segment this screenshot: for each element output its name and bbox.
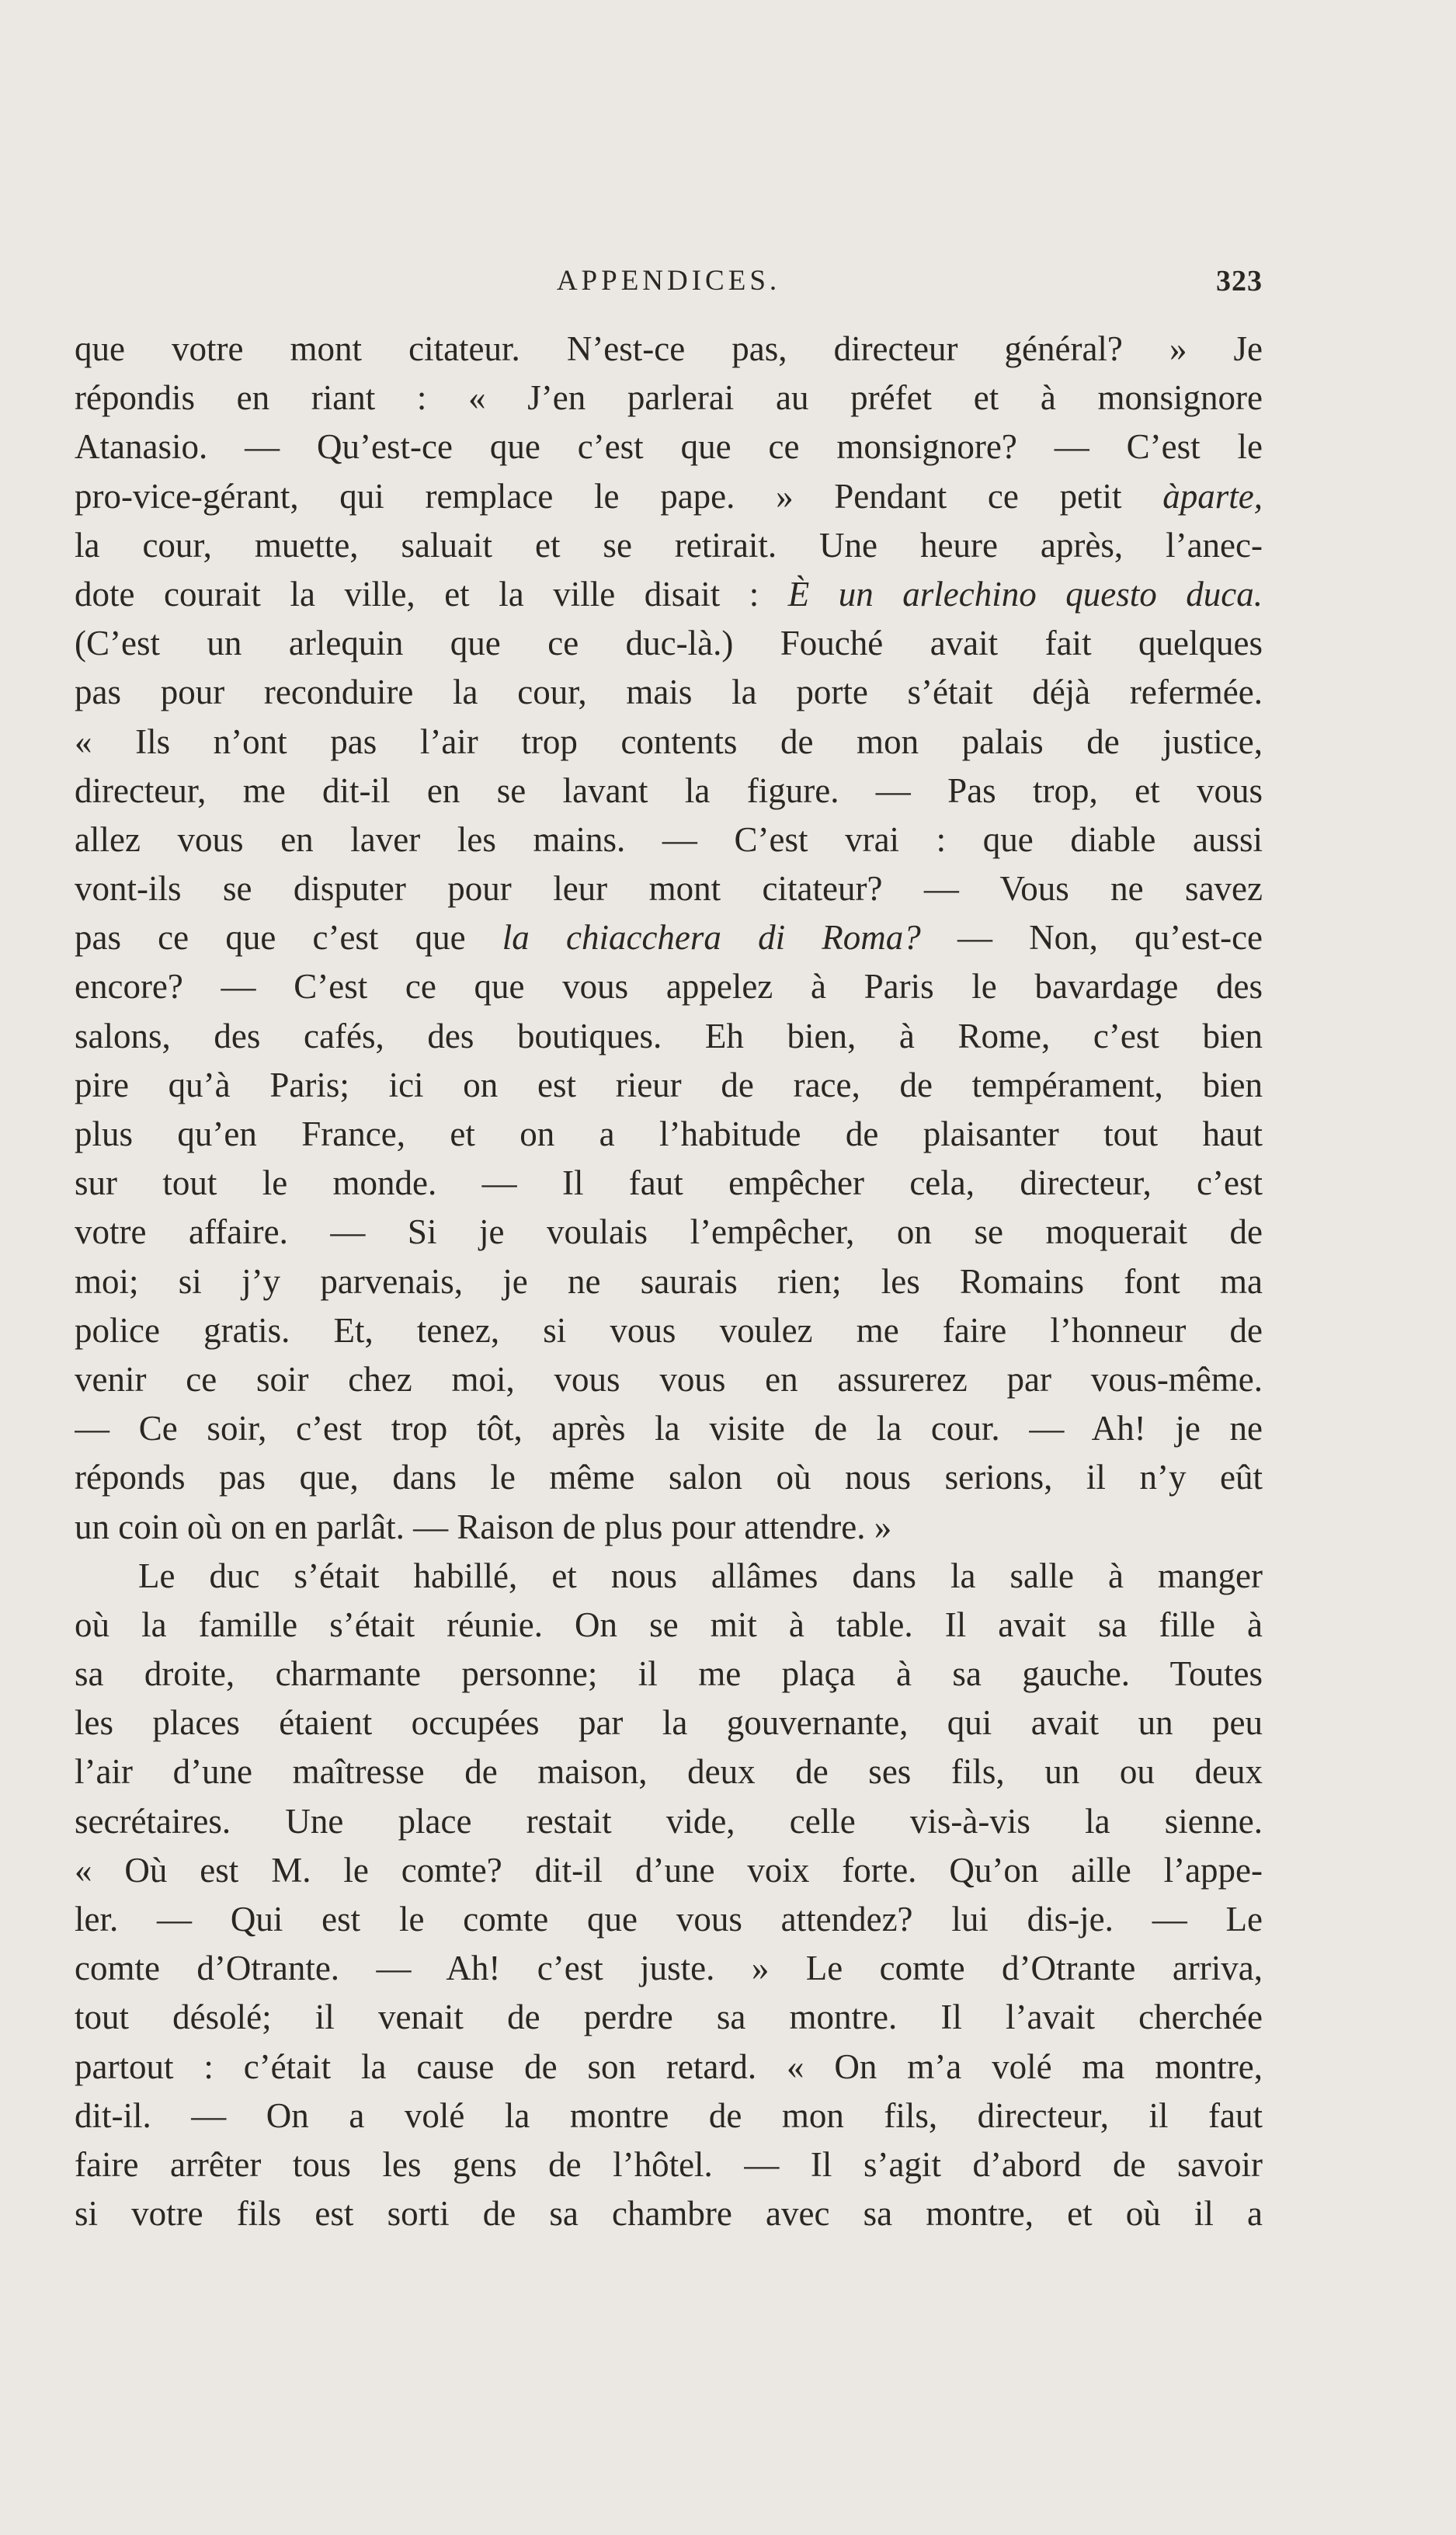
text-line: faire arrêter tous les gens de l’hôtel. — Il s’agit d’abord de savoir <box>75 2144 1263 2184</box>
italic-phrase: la chiacchera di Roma? <box>502 918 921 958</box>
text-line: pire qu’à Paris; ici on est rieur de race, de tempérament, bien <box>75 1065 1263 1104</box>
text-line: votre affaire. — Si je voulais l’empêcher, on se moquerait de <box>75 1212 1263 1252</box>
text-line: que votre mont citateur. N’est-ce pas, directeur général? » Je <box>75 329 1263 368</box>
text-line <box>75 570 1263 619</box>
text-line: moi; si j’y parvenais, je ne saurais rien; les Romains font ma <box>75 1261 1263 1301</box>
italic-phrase: àparte, <box>1162 476 1263 516</box>
text-line: si votre fils est sorti de sa chambre avec sa montre, et où il a <box>75 2194 1263 2234</box>
text-line: Le duc s’était habillé, et nous allâmes dans la salle à manger <box>138 1556 1263 1595</box>
text-line: vont-ils se disputer pour leur mont citateur? — Vous ne savez <box>75 869 1263 909</box>
text-line: comte d’Otrante. — Ah! c’est juste. » Le comte d’Otrante arriva, <box>75 1949 1263 1988</box>
text-line: dit-il. — On a volé la montre de mon fils, directeur, il faut <box>75 2095 1263 2135</box>
text-line: tout désolé; il venait de perdre sa montre. Il l’avait cherchée <box>75 1998 1263 2037</box>
text-line: l’air d’une maîtresse de maison, deux de ses fils, un ou deux <box>75 1752 1263 1792</box>
text-line: ler. — Qui est le comte que vous attendez? lui dis-je. — Le <box>75 1900 1263 1939</box>
page-number: 323 <box>1216 265 1263 297</box>
text-line: encore? — C’est ce que vous appelez à Paris le bavardage des <box>75 967 1263 1007</box>
text-line: pas pour reconduire la cour, mais la porte s’était déjà refermée. <box>75 673 1263 712</box>
text-line: « Où est M. le comte? dit-il d’une voix forte. Qu’on aille l’appe- <box>75 1850 1263 1890</box>
running-header <box>75 258 1263 304</box>
body-text <box>75 325 1263 2238</box>
text-line: secrétaires. Une place restait vide, celle vis-à-vis la sienne. <box>75 1801 1263 1841</box>
text-line: un coin où on en parlât. — Raison de plus pour attendre. » <box>75 1507 892 1546</box>
italic-phrase: È un arlechino questo duca. <box>787 574 1263 614</box>
text-line: sa droite, charmante personne; il me plaça à sa gauche. Toutes <box>75 1654 1263 1694</box>
text-line: réponds pas que, dans le même salon où nous serions, il n’y eût <box>75 1458 1263 1497</box>
text-line: (C’est un arlequin que ce duc-là.) Fouché avait fait quelques <box>75 624 1263 663</box>
text-line: allez vous en laver les mains. — C’est vrai : que diable aussi <box>75 819 1263 859</box>
text-segment: pro-vice-gérant, qui remplace le pape. » Pendant ce petit <box>75 476 1163 516</box>
text-line <box>75 913 1263 962</box>
text-segment: pas ce que c’est que <box>75 918 502 958</box>
text-line: les places étaient occupées par la gouvernante, qui avait un peu <box>75 1703 1263 1743</box>
text-line: partout : c’était la cause de son retard. « On m’a volé ma montre, <box>75 2046 1263 2086</box>
text-line: police gratis. Et, tenez, si vous voulez me faire l’honneur de <box>75 1310 1263 1350</box>
text-line <box>75 472 1263 521</box>
text-line: où la famille s’était réunie. On se mit à table. Il avait sa fille à <box>75 1605 1263 1644</box>
text-line: plus qu’en France, et on a l’habitude de plaisanter tout haut <box>75 1114 1263 1153</box>
text-line: répondis en riant : « J’en parlerai au préfet et à monsignore <box>75 378 1263 418</box>
text-line: la cour, muette, saluait et se retirait. Une heure après, l’anec- <box>75 525 1263 565</box>
text-line: directeur, me dit-il en se lavant la figure. — Pas trop, et vous <box>75 770 1263 810</box>
text-segment: dote courait la ville, et la ville disait : <box>75 574 788 614</box>
text-line: Atanasio. — Qu’est-ce que c’est que ce monsignore? — C’est le <box>75 427 1263 467</box>
text-line: sur tout le monde. — Il faut empêcher cela, directeur, c’est <box>75 1163 1263 1203</box>
text-line: — Ce soir, c’est trop tôt, après la visite de la cour. — Ah! je ne <box>75 1409 1263 1448</box>
text-line: venir ce soir chez moi, vous vous en assurerez par vous-même. <box>75 1359 1263 1399</box>
text-line: salons, des cafés, des boutiques. Eh bien, à Rome, c’est bien <box>75 1016 1263 1055</box>
text-segment: — Non, qu’est-ce <box>920 918 1263 958</box>
text-line: « Ils n’ont pas l’air trop contents de mon palais de justice, <box>75 722 1263 761</box>
running-title: APPENDICES. <box>556 265 781 297</box>
